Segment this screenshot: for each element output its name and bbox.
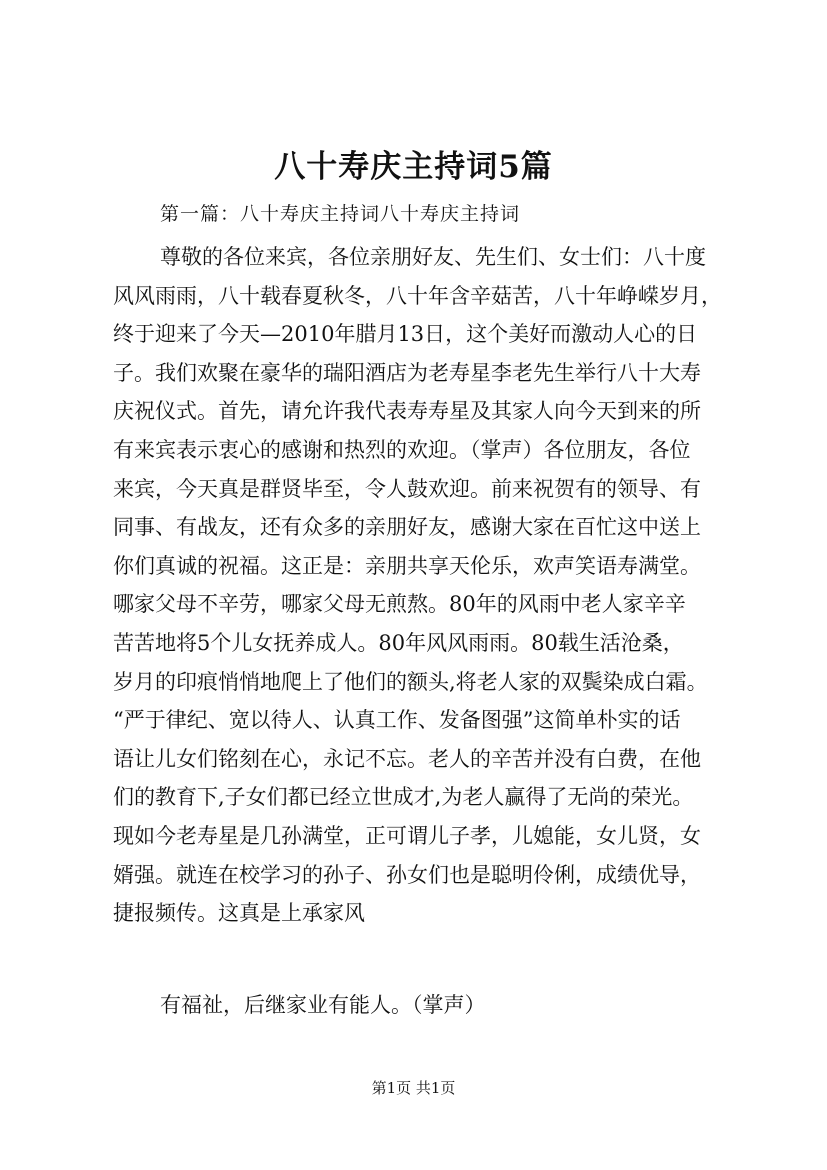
closing-paragraph: 有福祉，后继家业有能人。（掌声）: [160, 993, 486, 1017]
body-line: 婿强。就连在校学习的孙子、孙女们也是聪明伶俐，成绩优导，: [113, 862, 701, 887]
body-line: 尊敬的各位来宾，各位亲朋好友、先生们、女士们：八十度: [160, 245, 706, 269]
body-paragraph: [113, 238, 747, 933]
body-line: 子。我们欢聚在豪华的瑞阳酒店为老寿星李老先生举行八十大寿: [113, 360, 701, 385]
body-line: 有来宾表示衷心的感谢和热烈的欢迎。（掌声）各位朋友，各位: [113, 437, 691, 462]
body-line: 捷报频传。这真是上承家风: [113, 901, 365, 926]
body-line: 苦苦地将5个儿女抚养成人。80年风风雨雨。80载生活沧桑，: [113, 630, 684, 655]
body-line: 同事、有战友，还有众多的亲朋好友，感谢大家在百忙这中送上: [113, 515, 701, 540]
body-line: 哪家父母不辛劳，哪家父母无煎熬。80年的风雨中老人家辛辛: [113, 592, 686, 617]
body-line: 风风雨雨，八十载春夏秋冬，八十年含辛菇苦，八十年峥嵘岁月，: [113, 283, 722, 308]
body-line: “严于律纪、宽以待人、认真工作、发备图强”这简单朴实的话: [113, 708, 681, 733]
body-line: 语让儿女们铭刻在心，永记不忘。老人的辛苦并没有白费，在他: [113, 746, 701, 771]
body-line: 终于迎来了今天—2010年腊月13日，这个美好而激动人心的日: [113, 322, 698, 347]
body-line: 岁月的印痕悄悄地爬上了他们的额头,将老人家的双鬓染成白霜。: [113, 669, 708, 694]
body-line: 现如今老寿星是几孙满堂，正可谓儿子孝，儿媳能，女儿贤，女: [113, 823, 701, 848]
document-subtitle: 第一篇：八十寿庆主持词八十寿庆主持词: [160, 203, 521, 225]
document-title: 八十寿庆主持词5篇: [274, 149, 553, 185]
body-line: 来宾，今天真是群贤毕至，令人鼓欢迎。前来祝贺有的领导、有: [113, 476, 701, 501]
page-footer: 第1页 共1页: [371, 1079, 456, 1097]
body-line: 们的教育下,子女们都已经立世成才,为老人赢得了无尚的荣光。: [113, 785, 694, 810]
body-line: 庆祝仪式。首先，请允许我代表寿寿星及其家人向今天到来的所: [113, 399, 701, 424]
body-line: 你们真诚的祝福。这正是：亲朋共享天伦乐，欢声笑语寿满堂。: [113, 553, 701, 578]
